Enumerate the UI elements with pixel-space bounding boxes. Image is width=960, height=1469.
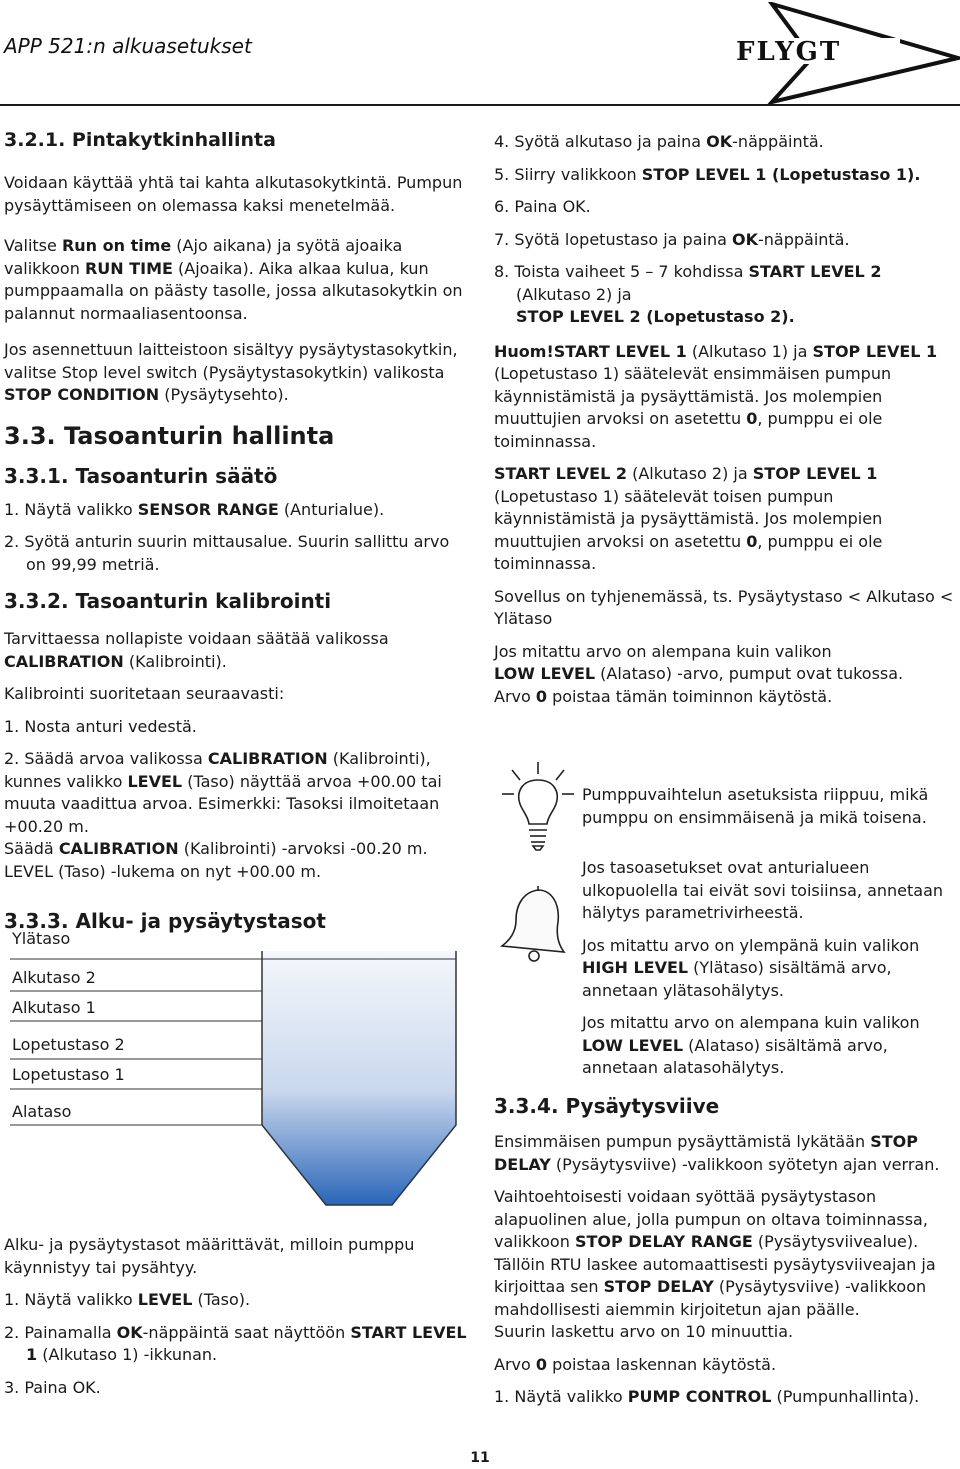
paragraph-stop-delay-range: Vaihtoehtoisesti voidaan syöttää pysäytystason alapuolinen alue, jolla pumpun on oltava toiminnassa, valikkoon STOP DELAY RANGE (Pysäytysviivealue). Tällöin RTU laskee automaattisesti pysäytysviiveajan ja kirjoittaa sen STOP DELAY (Pysäytysviive) -valikkoon mahdollisesti aiemmin kirjoitetun ajan päälle. Suurin laskettu arvo on 10 minuuttia. <box>494 1187 936 1341</box>
step-5: 5. Siirry valikkoon STOP LEVEL 1 (Lopetustaso 1). <box>494 164 921 184</box>
step-7: 7. Syötä lopetustaso ja paina OK-näppäintä. <box>494 229 850 249</box>
tank-shape <box>262 951 456 1205</box>
left-column-bottom <box>4 1234 474 1399</box>
note-pump-alternation: Pumppuvaihtelun asetuksista riippuu, mikä pumppu on ensimmäisenä ja mikä toisena. <box>582 785 929 827</box>
note-high-alarm: Jos mitattu arvo on ylempänä kuin valikon HIGH LEVEL (Ylätaso) sisältämä arvo, annetaan ylätasohälytys. <box>582 935 920 1000</box>
level-label-stop-1: Lopetustaso 1 <box>12 1065 125 1084</box>
level-label-start-2: Alkutaso 2 <box>12 968 96 987</box>
lightbulb-icon <box>500 760 576 854</box>
bell-icon <box>494 884 578 968</box>
heading-3-3-4: 3.3.4. Pysäytysviive <box>494 1094 720 1118</box>
paragraph-application: Sovellus on tyhjenemässä, ts. Pysäytystaso < Alkutaso < Ylätaso <box>494 586 954 628</box>
step-show-level: 1. Näytä valikko LEVEL (Taso). <box>4 1290 251 1309</box>
note-parameter-error: Jos tasoasetukset ovat anturialueen ulkopuolella tai eivät sovi toisiinsa, annetaan hälytys parametrivirheestä. <box>582 858 944 922</box>
paragraph-level-reading: LEVEL (Taso) -lukema on nyt +00.00 m. <box>4 861 322 881</box>
paragraph-calibration: Tarvittaessa nollapiste voidaan säätää valikossa CALIBRATION (Kalibrointi). <box>4 629 389 671</box>
step-6: 6. Paina OK. <box>494 197 591 216</box>
heading-3-3-2: 3.3.2. Tasoanturin kalibrointi <box>4 589 332 613</box>
paragraph-run-on-time: Valitse Run on time (Ajo aikana) ja syötä ajoaika valikkoon RUN TIME (Ajoaika). Aika alkaa kulua, kun pumppaamalla on päästy tasolle, jossa alkutasokytkin on palannut normaaliasentoonsa. <box>4 236 463 323</box>
level-label-low: Alataso <box>12 1102 72 1121</box>
level-label-stop-2: Lopetustaso 2 <box>12 1035 125 1054</box>
paragraph-surface-switch: Voidaan käyttää yhtä tai kahta alkutasokytkintä. Pumpun pysäyttämiseen on olemassa kaksi menetelmää. <box>4 173 463 215</box>
paragraph-stop-switch: Jos asennettuun laitteistoon sisältyy pysäytystasokytkin, valitse Stop level switch (Pysäytystasokytkin) valikosta STOP CONDITION (Pysäytysehto). <box>4 340 458 404</box>
paragraph-start-level-2: START LEVEL 2 (Alkutaso 2) ja STOP LEVEL 1 (Lopetustaso 1) säätelevät toisen pumpun käynnistämistä ja pysäyttämistä. Jos molempien muuttujien arvoksi on asetettu 0, pumppu ei ole toiminnassa. <box>494 464 883 573</box>
notes-column <box>582 784 958 1080</box>
document-header-title: APP 521:n alkuasetukset <box>4 34 252 58</box>
paragraph-disable-calc: Arvo 0 poistaa laskennan käytöstä. <box>494 1354 777 1374</box>
paragraph-set-calibration: Säädä CALIBRATION (Kalibrointi) -arvoksi -00.20 m. <box>4 839 428 858</box>
paragraph-low-level: Jos mitattu arvo on alempana kuin valikon LOW LEVEL (Alataso) -arvo, pumput ovat tukossa. Arvo 0 poistaa tämän toiminnon käytöstä. <box>494 641 904 706</box>
paragraph-calibration-intro: Kalibrointi suoritetaan seuraavasti: <box>4 684 285 703</box>
step-press-ok: 3. Paina OK. <box>4 1377 101 1397</box>
level-label-high: Ylätaso <box>12 929 71 948</box>
paragraph-levels-intro: Alku- ja pysäytystasot määrittävät, milloin pumppu käynnistyy tai pysähtyy. <box>4 1235 415 1277</box>
heading-3-3: 3.3. Tasoanturin hallinta <box>4 421 335 450</box>
header-rule <box>0 104 960 106</box>
paragraph-stop-delay: Ensimmäisen pumpun pysäyttämistä lykätään STOP DELAY (Pysäytysviive) -valikkoon syötetyn ajan verran. <box>494 1132 940 1174</box>
level-label-start-1: Alkutaso 1 <box>12 998 96 1017</box>
step-pump-control: 1. Näytä valikko PUMP CONTROL (Pumpunhallinta). <box>494 1387 920 1406</box>
heading-3-2-1: 3.2.1. Pintakytkinhallinta <box>4 129 276 151</box>
left-column <box>4 128 474 883</box>
right-column <box>494 131 960 708</box>
step-8: 8. Toista vaiheet 5 – 7 kohdissa START LEVEL 2 (Alkutaso 2) ja STOP LEVEL 2 (Lopetustaso 2). <box>494 262 882 326</box>
step-sensor-range: 1. Näytä valikko SENSOR RANGE (Anturialue). <box>4 499 385 519</box>
note-low-alarm: Jos mitattu arvo on alempana kuin valikon LOW LEVEL (Alataso) sisältämä arvo, annetaan alatasohälytys. <box>582 1013 920 1077</box>
note-huom: Huom!START LEVEL 1 (Alkutaso 1) ja STOP LEVEL 1 (Lopetustaso 1) säätelevät ensimmäisen pumpun käynnistämistä ja pysäyttämistä. Jos molempien muuttujien arvoksi on asetettu 0, pumppu ei ole toiminnassa. <box>494 341 938 451</box>
page-number: 11 <box>470 1450 490 1466</box>
heading-3-3-1: 3.3.1. Tasoanturin säätö <box>4 463 278 488</box>
step-4: 4. Syötä alkutaso ja paina OK-näppäintä. <box>494 132 824 151</box>
step-start-level-1: 2. Painamalla OK-näppäintä saat näyttöön START LEVEL 1 (Alkutaso 1) -ikkunan. <box>4 1322 467 1364</box>
logo-text: FLYGT <box>736 37 842 67</box>
step-max-range: 2. Syötä anturin suurin mittausalue. Suurin sallittu arvo on 99,99 metriä. <box>4 532 450 574</box>
heading-3-3-3: 3.3.3. Alku- ja pysäytystasot <box>4 909 326 933</box>
step-adjust-calibration: 2. Säädä arvoa valikossa CALIBRATION (Kalibrointi), kunnes valikko LEVEL (Taso) näyttää arvoa +00.00 tai muuta vaadittua arvoa. Esimerkki: Tasoksi ilmoitetaan +00.20 m. <box>4 749 442 836</box>
section-stop-delay <box>494 1093 960 1409</box>
step-lift-sensor: 1. Nosta anturi vedestä. <box>4 716 197 736</box>
flygt-logo <box>732 2 960 104</box>
